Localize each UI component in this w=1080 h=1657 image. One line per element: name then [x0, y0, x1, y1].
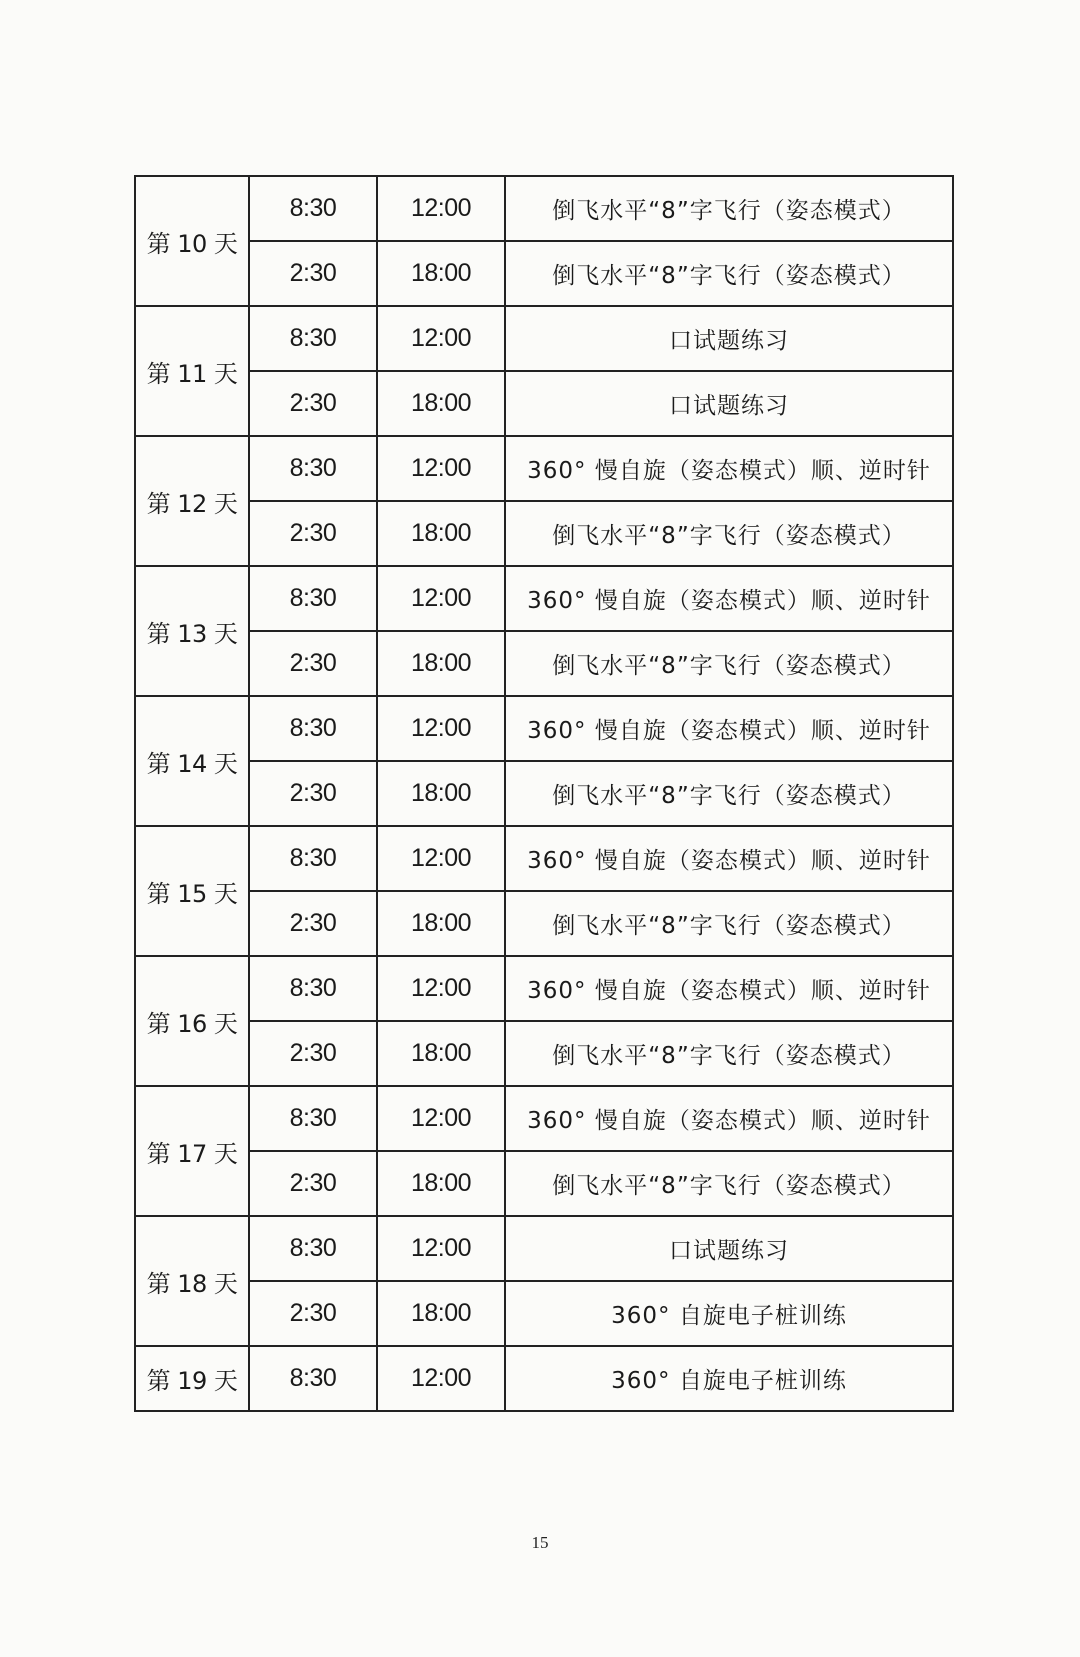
start-time-cell: 8:30 — [249, 1216, 377, 1281]
schedule-body — [135, 176, 953, 1411]
activity-cell: 口试题练习 — [505, 1216, 953, 1281]
start-time-cell: 2:30 — [249, 761, 377, 826]
end-time-cell: 18:00 — [377, 501, 505, 566]
start-time-cell: 2:30 — [249, 891, 377, 956]
day-cell: 第 18 天 — [135, 1216, 249, 1346]
end-time-cell: 12:00 — [377, 826, 505, 891]
table-row — [135, 826, 953, 891]
end-time-cell: 12:00 — [377, 176, 505, 241]
schedule-table — [134, 175, 954, 1412]
end-time-cell: 12:00 — [377, 436, 505, 501]
start-time-cell: 2:30 — [249, 371, 377, 436]
end-time-cell: 18:00 — [377, 891, 505, 956]
activity-cell: 口试题练习 — [505, 371, 953, 436]
table-row — [135, 696, 953, 761]
day-cell: 第 11 天 — [135, 306, 249, 436]
table-row — [135, 956, 953, 1021]
start-time-cell: 8:30 — [249, 956, 377, 1021]
activity-cell: 360° 自旋电子桩训练 — [505, 1346, 953, 1411]
end-time-cell: 18:00 — [377, 371, 505, 436]
table-row — [135, 176, 953, 241]
activity-cell: 360° 慢自旋（姿态模式）顺、逆时针 — [505, 1086, 953, 1151]
table-row — [135, 1216, 953, 1281]
end-time-cell: 18:00 — [377, 1021, 505, 1086]
start-time-cell: 8:30 — [249, 176, 377, 241]
end-time-cell: 18:00 — [377, 761, 505, 826]
end-time-cell: 12:00 — [377, 956, 505, 1021]
day-cell: 第 16 天 — [135, 956, 249, 1086]
end-time-cell: 12:00 — [377, 306, 505, 371]
start-time-cell: 8:30 — [249, 826, 377, 891]
activity-cell: 倒飞水平“8”字飞行（姿态模式） — [505, 176, 953, 241]
start-time-cell: 8:30 — [249, 566, 377, 631]
start-time-cell: 8:30 — [249, 1086, 377, 1151]
page-number: 15 — [531, 1533, 549, 1552]
activity-cell: 口试题练习 — [505, 306, 953, 371]
activity-cell: 360° 慢自旋（姿态模式）顺、逆时针 — [505, 696, 953, 761]
end-time-cell: 12:00 — [377, 696, 505, 761]
table-row — [135, 566, 953, 631]
day-cell: 第 17 天 — [135, 1086, 249, 1216]
table-row — [135, 1281, 953, 1346]
activity-cell: 360° 自旋电子桩训练 — [505, 1281, 953, 1346]
start-time-cell: 8:30 — [249, 1346, 377, 1411]
activity-cell: 倒飞水平“8”字飞行（姿态模式） — [505, 1021, 953, 1086]
end-time-cell: 18:00 — [377, 1151, 505, 1216]
activity-cell: 360° 慢自旋（姿态模式）顺、逆时针 — [505, 956, 953, 1021]
table-row — [135, 891, 953, 956]
table-row — [135, 241, 953, 306]
start-time-cell: 2:30 — [249, 241, 377, 306]
start-time-cell: 2:30 — [249, 1021, 377, 1086]
activity-cell: 360° 慢自旋（姿态模式）顺、逆时针 — [505, 566, 953, 631]
start-time-cell: 8:30 — [249, 696, 377, 761]
start-time-cell: 2:30 — [249, 631, 377, 696]
end-time-cell: 12:00 — [377, 1216, 505, 1281]
end-time-cell: 12:00 — [377, 566, 505, 631]
activity-cell: 360° 慢自旋（姿态模式）顺、逆时针 — [505, 436, 953, 501]
table-row — [135, 1346, 953, 1411]
activity-cell: 倒飞水平“8”字飞行（姿态模式） — [505, 761, 953, 826]
activity-cell: 倒飞水平“8”字飞行（姿态模式） — [505, 1151, 953, 1216]
table-row — [135, 1086, 953, 1151]
activity-cell: 倒飞水平“8”字飞行（姿态模式） — [505, 631, 953, 696]
day-cell: 第 15 天 — [135, 826, 249, 956]
start-time-cell: 8:30 — [249, 436, 377, 501]
end-time-cell: 18:00 — [377, 631, 505, 696]
start-time-cell: 8:30 — [249, 306, 377, 371]
end-time-cell: 18:00 — [377, 1281, 505, 1346]
day-cell: 第 19 天 — [135, 1346, 249, 1411]
activity-cell: 倒飞水平“8”字飞行（姿态模式） — [505, 891, 953, 956]
table-row — [135, 631, 953, 696]
start-time-cell: 2:30 — [249, 1281, 377, 1346]
table-row — [135, 306, 953, 371]
day-cell: 第 10 天 — [135, 176, 249, 306]
end-time-cell: 18:00 — [377, 241, 505, 306]
day-cell: 第 12 天 — [135, 436, 249, 566]
end-time-cell: 12:00 — [377, 1346, 505, 1411]
activity-cell: 倒飞水平“8”字飞行（姿态模式） — [505, 241, 953, 306]
table-row — [135, 436, 953, 501]
day-cell: 第 14 天 — [135, 696, 249, 826]
table-row — [135, 1151, 953, 1216]
activity-cell: 360° 慢自旋（姿态模式）顺、逆时针 — [505, 826, 953, 891]
end-time-cell: 12:00 — [377, 1086, 505, 1151]
day-cell: 第 13 天 — [135, 566, 249, 696]
table-row — [135, 371, 953, 436]
start-time-cell: 2:30 — [249, 501, 377, 566]
activity-cell: 倒飞水平“8”字飞行（姿态模式） — [505, 501, 953, 566]
table-row — [135, 761, 953, 826]
table-row — [135, 1021, 953, 1086]
start-time-cell: 2:30 — [249, 1151, 377, 1216]
table-row — [135, 501, 953, 566]
